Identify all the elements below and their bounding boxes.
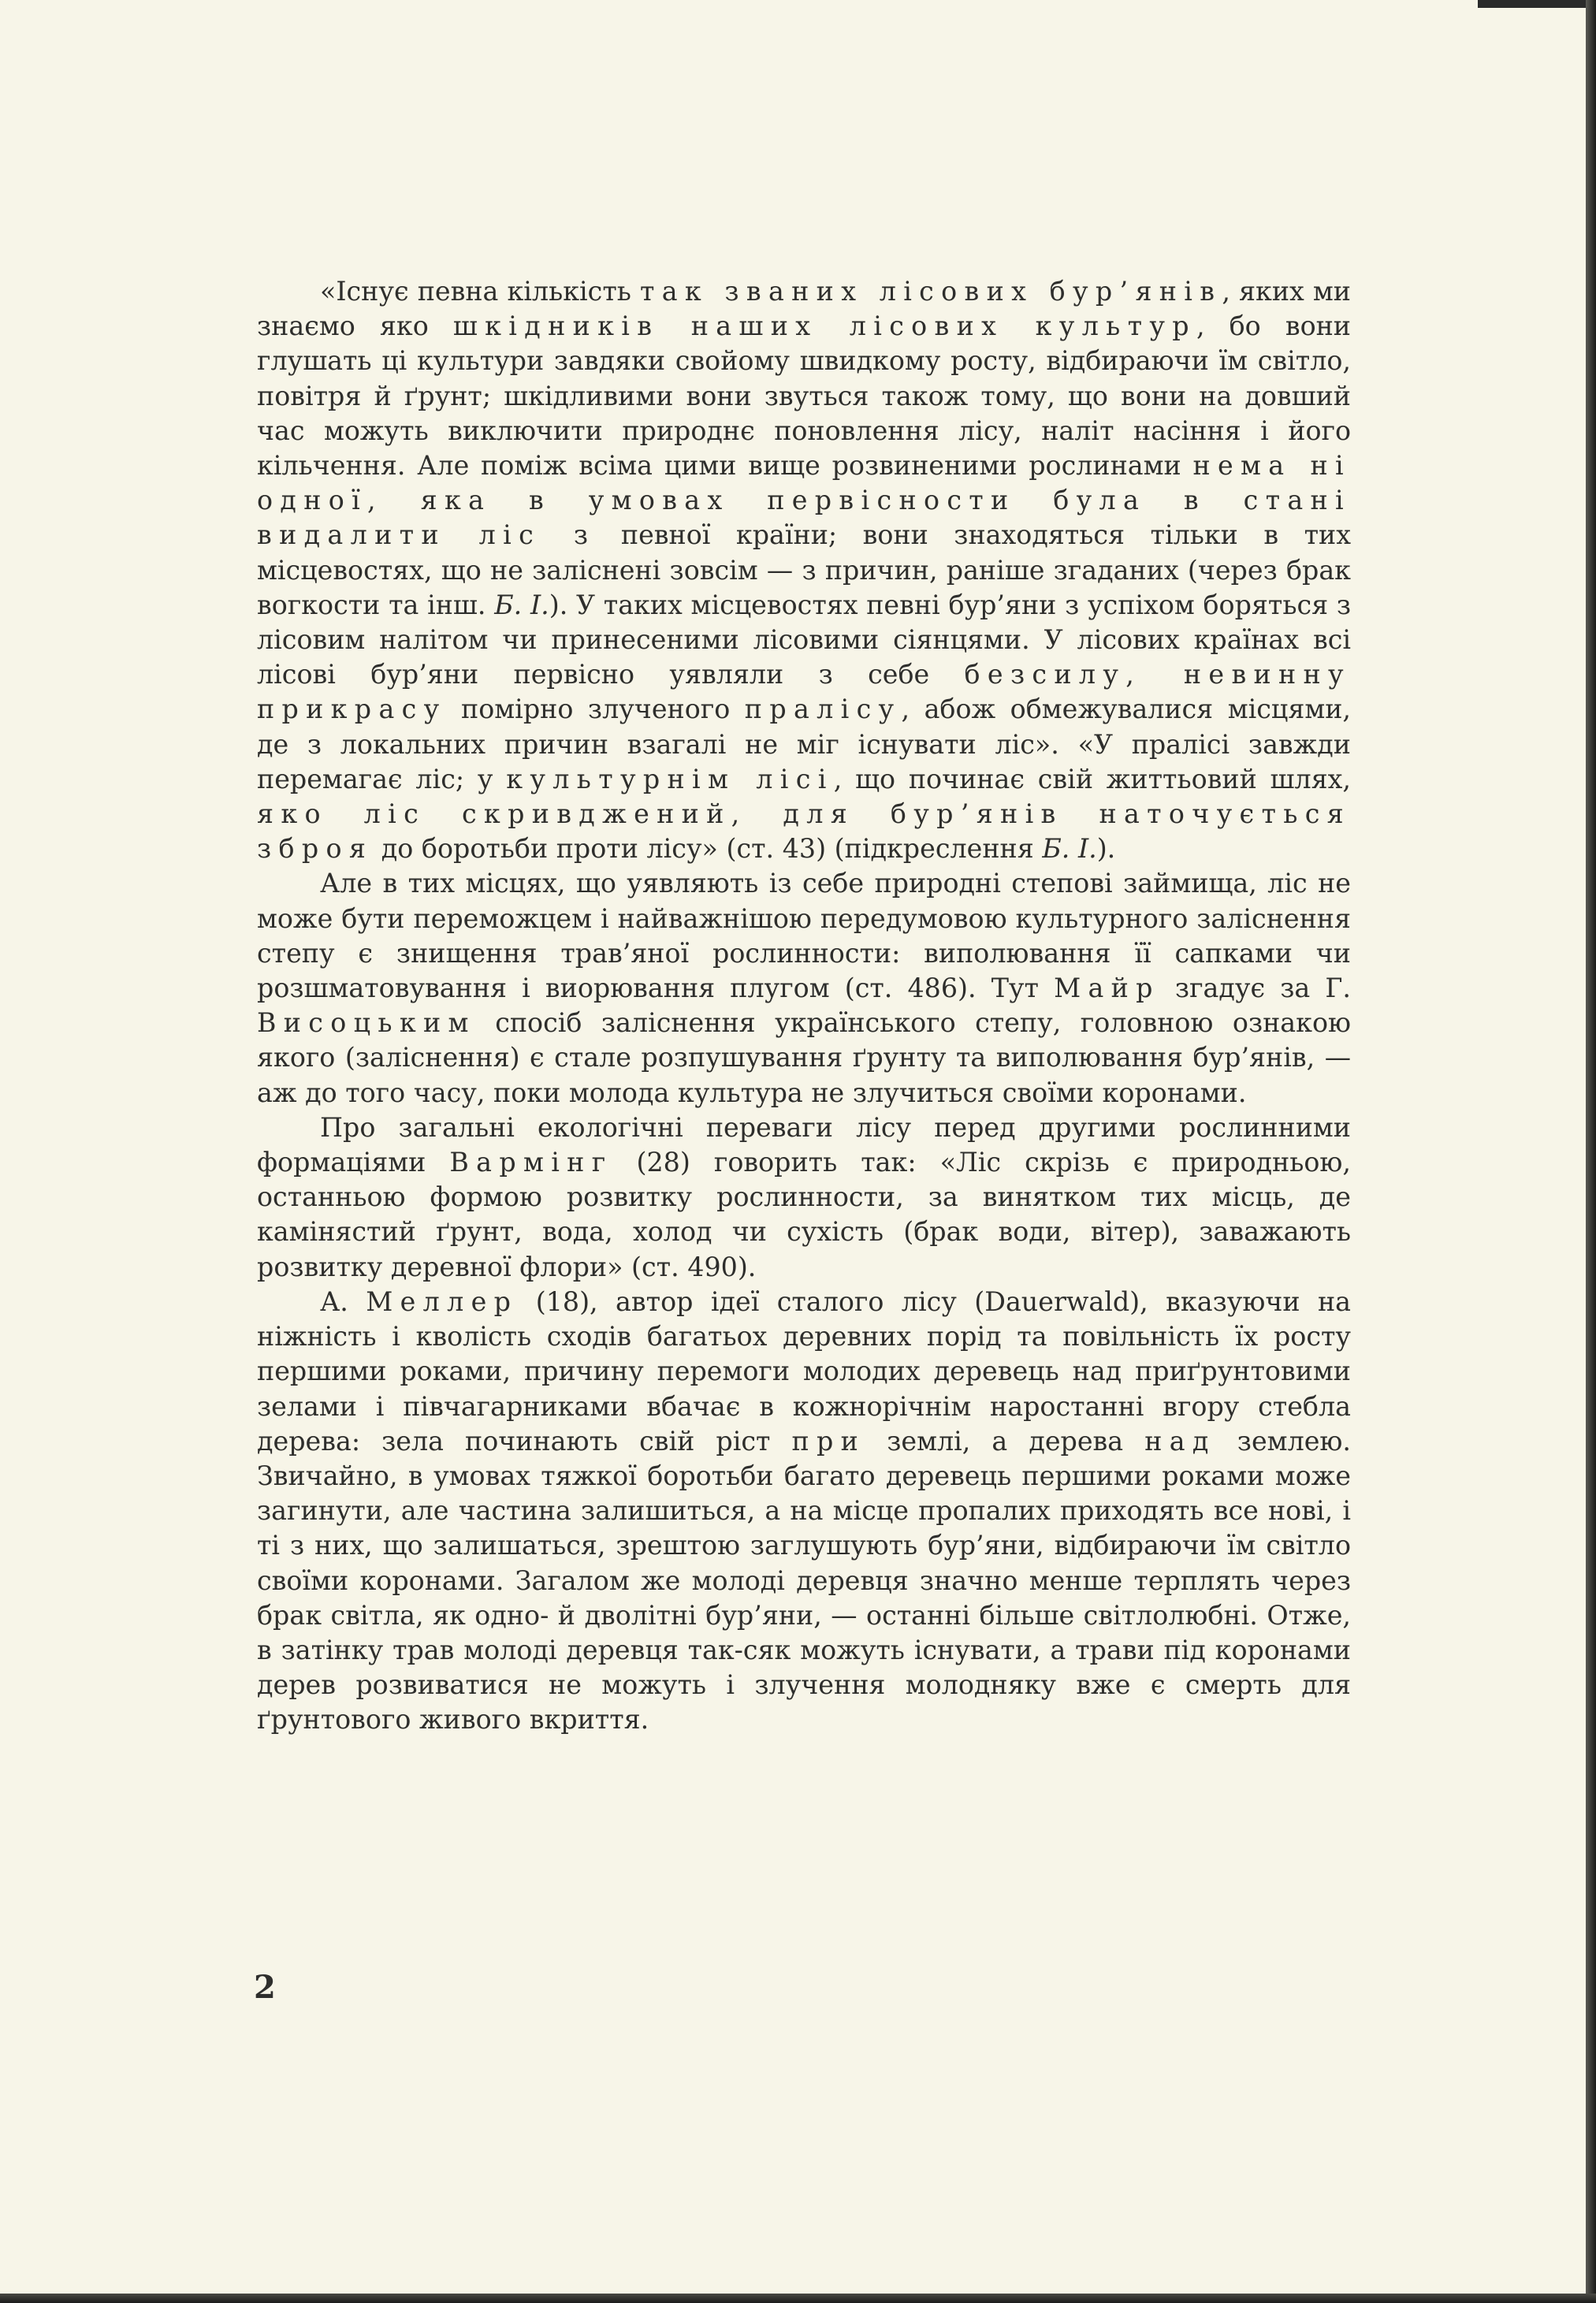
text-run: (28) говорить так: «Ліс скрізь є природньою, останньою формою розвитку рослинности, за винятком тих місць, де камінястий ґрунт, вода, холод чи сухість (брак води, вітер), заважають розвитку деревної флори» (ст. 490). <box>257 1147 1351 1282</box>
spaced-emphasis: нема ні одної, яка в умовах первісности була в стані видалити ліс з <box>257 450 1351 551</box>
italic-initials: Б. І. <box>494 589 549 620</box>
spaced-emphasis: Меллер <box>366 1285 519 1317</box>
text-run: землею. Звичайно, в умовах тяжкої боротьби багато деревець першими роками може загинути, але частина залишиться, а на місце пропалих приходять все нові, і ті з них, що залишаться, зрештою заглушують бур’яни, відбираючи їм світло своїми коронами. Загалом же молоді деревця значно менше терплять через брак світла, як одно- й дволітні бур’яни, — останні більше світлолюбні. Отже, в затінку трав молоді деревця так-сяк можуть існувати, а трави під коронами дерев розвиватися не можуть і злучення молодняку вже є смерть для ґрунтового живого вкриття. <box>257 1425 1352 1736</box>
spaced-emphasis: при <box>791 1425 866 1457</box>
spaced-emphasis: Майр <box>1054 973 1160 1004</box>
text-run: А. <box>320 1285 366 1317</box>
text-run: спосіб заліснення українського степу, головною ознакою якого (заліснення) є стале розпушування ґрунту та виполювання бур’янів, — аж до того часу, поки молода культура не злучиться своїми коронами. <box>257 1007 1351 1108</box>
spaced-emphasis: над <box>1144 1425 1216 1457</box>
spaced-emphasis: Висоцьким <box>257 1007 476 1039</box>
page-number: 2 <box>254 1969 276 2006</box>
text-run: , що починає свій життьовий шлях, <box>833 763 1352 794</box>
body-text <box>257 274 1351 1738</box>
text-run: Але в тих місцях, що уявляють із себе природні степові займища, ліс не може бути переможцем і найважнішою передумовою культурного заліснення степу є знищення трав’яної рослинности: виполювання її сапками чи розшматовування і виорювання плугом (ст. 486). Тут <box>257 868 1351 1004</box>
text-run: помірно злученого <box>446 694 745 725</box>
spaced-emphasis: яко ліс скривджений, для бур’янів наточується зброя <box>257 798 1351 865</box>
spaced-emphasis: пралісу <box>744 694 902 725</box>
text-run: землі, а дерева <box>865 1425 1145 1457</box>
spaced-emphasis: так званих лісових бур’янів <box>639 276 1222 307</box>
text-run: (18), автор ідеї сталого лісу (Dauerwald), вказуючи на ніжність і кволість сходів багатьох деревних порід та повільність їх росту першими роками, причину перемоги молодих деревець над приґрунтовими зелами і півчагарниками вбачає в кожнорічнім наростанні вгору стебла дерева: зела починають свій ріст <box>257 1285 1351 1457</box>
paragraph <box>257 1285 1351 1738</box>
text-run: ). У таких місцевостях певні бур’яни з успіхом боряться з лісовим налітом чи принесеними лісовими сіянцями. У лісових країнах всі лісові бур’яни первісно уявляли з себе <box>257 589 1352 690</box>
scan-edge-bottom <box>0 2294 1596 2303</box>
text-run: , яких ми знаємо яко <box>257 276 1351 342</box>
spaced-emphasis: безсилу, невинну прикрасу <box>257 659 1351 725</box>
spaced-emphasis: культурнім лісі <box>506 763 834 794</box>
paragraph <box>257 274 1351 866</box>
text-run: до боротьби проти лісу» (ст. 43) (підкреслення <box>373 833 1043 865</box>
scan-edge-right <box>1586 0 1596 2303</box>
text-run: ). <box>1096 833 1116 865</box>
text-run: Про загальні екологічні переваги лісу перед другими рослинними формаціями <box>257 1111 1351 1178</box>
text-run: , абож обмежувалися місцями, де з локальних причин взагалі не міг існувати ліс». «У пралісі завжди перемагає ліс; у <box>257 694 1352 794</box>
spaced-emphasis: Вармінг <box>449 1147 613 1178</box>
scan-corner-mark <box>1478 0 1596 8</box>
paragraph <box>257 1111 1351 1285</box>
text-run: певної країни; вони знаходяться тільки в тих місцевостях, що не заліснені зовсім — з причин, раніше згаданих (через брак вогкости та інш. <box>257 519 1351 620</box>
italic-initials: Б. І. <box>1042 833 1097 865</box>
text-run: згадує за Г. <box>1159 973 1351 1004</box>
paragraph <box>257 866 1351 1110</box>
spaced-emphasis: шкідників наших лісових культур <box>452 311 1196 342</box>
text-run: , бо вони глушать ці культури завдяки свойому швидкому росту, відбираючи їм світло, повітря й ґрунт; шкідливими вони звуться також тому, що вони на довший час можуть виключити природнє поновлення лісу, наліт насіння і його кільчення. Але поміж всіма цими вище розвиненими рослинами <box>257 311 1351 482</box>
text-run: «Існує певна кількість <box>320 276 640 307</box>
